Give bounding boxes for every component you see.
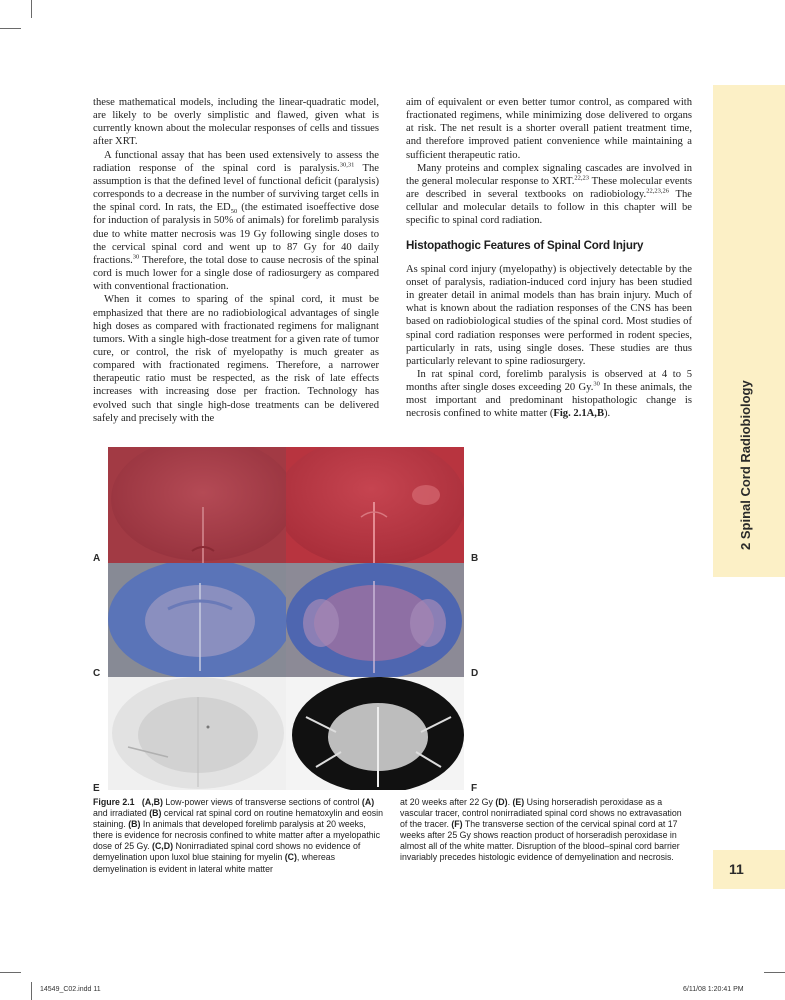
panel-e-illustration (108, 677, 286, 790)
left-paragraph-2: A functional assay that has been used extensively to assess the radiation response of the spinal cord is paralysis.$^{30,31}$ The assumption is that the defined level of functional deficit (paralysis) corresponds to a decrease in the number of surviving target cells in the spinal cord. In rats, the $ED_{50}$ (the estimated isoeffective dose for induction of paralysis in 50% of animals) for forelimb paralysis due to white matter necrosis was 19 Gy following single doses to the cervical spinal cord and went up to 87 Gy for 40 daily fractions.$^{30}$ Therefore, the total dose to cause necrosis of the spinal cord is much lower for a single dose of radiosurgery as compared with conventional fractionation. (93, 149, 379, 293)
right-paragraph-2: Many proteins and complex signaling cascades are involved in the general molecular response to XRT.$^{22,23}$ These molecular events are described in several textbooks on radiobiology.$^{22,23,26}$ The cellular and molecular details to follow in this chapter will be specific to spinal cord radiation. (406, 162, 693, 227)
subscript: 50 (230, 208, 238, 216)
crop-mark-bottom-left-h (0, 972, 21, 973)
panel-label-c: C (93, 668, 101, 679)
panel-label-d: D (471, 668, 479, 679)
panel-a-illustration (108, 447, 286, 563)
crop-mark-bottom-right-h (764, 972, 785, 973)
panel-d-illustration (286, 563, 464, 677)
panel-a-image (108, 447, 286, 563)
panel-label-f: F (471, 783, 478, 794)
panel-e-image (108, 677, 286, 790)
panel-label-e: E (93, 783, 100, 794)
citation: 30 (593, 380, 600, 388)
crop-mark-top-left-h (0, 28, 21, 29)
slug-timestamp: 6/11/08 1:20:41 PM (683, 986, 744, 993)
left-paragraph-3: When it comes to sparing of the spinal cord, it must be emphasized that there are no radiobiological advantages of single high doses as compared with fractionated regimens for malignant tumors. With a single high-dose treatment for a given rate of tumor cure, or control, the risk of myelopathy is much greater as compared with fractionated regimens. Therefore, a narrower therapeutic ratio must be respected, as the risk of late effects increases with increasing dose per fraction. Technology has evolved such that single high-dose treatments can be delivered safely and precisely with the (93, 294, 379, 424)
panel-label-b: B (471, 553, 479, 564)
page-number: 11 (729, 861, 744, 877)
right-column (406, 96, 692, 421)
chapter-side-tab-label: 2 Spinal Cord Radiobiology (738, 380, 753, 550)
left-paragraph-1: these mathematical models, including the linear-quadratic model, are likely to be overly simplistic and flawed, given what is currently known about the molecular responses of cells and tissues after XRT. (93, 97, 379, 148)
slug-filename: 14549_C02.indd 11 (40, 986, 101, 993)
figure-caption-left: Figure 2.1 (A,B) Low-power views of transverse sections of control (A) and irradiated (B) cervical rat spinal cord on routine hematoxylin and eosin staining. (B) In animals that developed forelimb paralysis at 20 weeks, there is evidence for necrosis confined to white matter after a myelopathic dose of 25 Gy. (C,D) Nonirradiated spinal cord shows no evidence of demyelination upon luxol blue staining for myelin (C), whereas demyelination is evident in lateral white matter (93, 797, 383, 874)
citation: 30,31 (339, 161, 355, 169)
citation: 22,23 (574, 174, 589, 182)
panel-c-illustration (108, 563, 286, 677)
section-heading: Histopathogic Features of Spinal Cord Injury (406, 238, 644, 252)
crop-mark-bottom-left-v (31, 982, 32, 1000)
panel-b-illustration (286, 447, 464, 563)
right-paragraph-4: In rat spinal cord, forelimb paralysis is observed at 4 to 5 months after single doses exceeding 20 Gy.$^{30}$ In these animals, the most important and predominant histopathologic change is necrosis confined to white matter (Fig. 2.1A,B). (406, 368, 692, 420)
left-column (93, 96, 379, 425)
citation: 22,23,26 (646, 187, 669, 195)
panel-f-illustration (286, 677, 464, 790)
citation: 30 (132, 253, 140, 261)
figure-caption-title: Figure 2.1 (93, 797, 135, 807)
panel-f-image (286, 677, 464, 790)
figure-2-1 (108, 447, 464, 790)
crop-mark-top-left-v (31, 0, 32, 18)
panel-d-image (286, 563, 464, 677)
right-paragraph-3: As spinal cord injury (myelopathy) is objectively detectable by the onset of paralysis, radiation-induced cord injury has been studied in greater detail in animal models than has brain injury. Much of what is known about the radiation responses of the CNS has been based on radiobiological studies of the spinal cord. Most studies of spinal cord radiation responses were performed in rodent species, particularly in rats, using single doses. These studies are thus particularly relevant to spine radiosurgery. (406, 263, 692, 367)
figure-reference: Fig. 2.1A,B (553, 408, 605, 420)
panel-label-a: A (93, 553, 101, 564)
panel-c-image (108, 563, 286, 677)
figure-caption-right: at 20 weeks after 22 Gy (D). (E) Using horseradish peroxidase as a vascular tracer, control nonirradiated spinal cord shows no extravasation of the tracer. (F) The transverse section of the cervical spinal cord at 17 weeks after 25 Gy shows reaction product of horseradish peroxidase in almost all of the white matter. Disruption of the blood–spinal cord barrier invariably precedes histologic evidence of demyelination and necrosis. (400, 797, 682, 863)
page-number-box (713, 850, 785, 889)
panel-b-image (286, 447, 464, 563)
right-paragraph-1: aim of equivalent or even better tumor control, as compared with fractionated regimens, while minimizing dose delivered to organs at risk. The net result is a shorter overall patient treatment time, and therefore improved patient convenience while maintaining a sufficient therapeutic ratio. (406, 97, 692, 161)
